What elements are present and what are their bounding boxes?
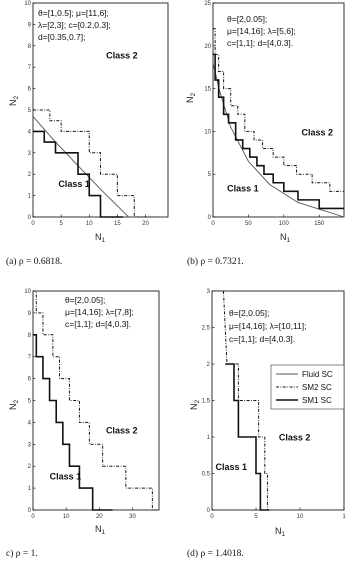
annotation-line-2: μ=[14,16]; λ=[10,11]; [229, 321, 307, 331]
y-tick-label: 10 [24, 1, 31, 7]
x-tick-label: 0 [211, 221, 215, 227]
y-tick-label: 0 [206, 508, 210, 514]
annotation-line-2: μ=[14,16]; λ=[5,6]; [227, 26, 296, 36]
region-label-class2: Class 2 [301, 127, 334, 138]
x-tick-label: 1 [342, 514, 346, 520]
panel-caption: (a) ρ = 0.6818. [6, 257, 63, 267]
x-tick-label: 5 [59, 221, 63, 227]
region-label-class2: Class 2 [106, 50, 138, 61]
y-tick-label: 10 [204, 129, 211, 136]
x-tick-label: 10 [85, 221, 93, 227]
annotation-line-1: θ=[1,0.5]; μ=[11,6]; [38, 8, 109, 18]
y-tick-label: 2 [206, 362, 210, 368]
y-tick-label: 2 [27, 464, 31, 471]
legend-label-fluid: Fluid SC [302, 370, 333, 379]
y-tick-label: 20 [204, 43, 211, 50]
x-axis-label: $N_1$ [95, 232, 106, 244]
y-tick-label: 2 [27, 172, 31, 179]
y-tick-label: 1.5 [201, 398, 210, 405]
annotation-line-2: μ=[14,16]; λ=[7,8]; [65, 307, 134, 317]
x-axis-label: $N_1$ [280, 232, 291, 244]
region-label-class1: Class 1 [215, 461, 248, 472]
y-tick-label: 3 [27, 150, 31, 157]
legend-label-sm1: SM1 SC [302, 396, 332, 405]
annotation-line-3: c=[1,1]; d=[4,0.3]. [65, 319, 132, 329]
panel-caption: (d) ρ = 1.4018. [187, 549, 244, 559]
y-tick-label: 8 [27, 332, 31, 339]
panel-b [185, 1, 344, 267]
y-tick-label: 6 [27, 86, 31, 93]
legend [271, 365, 344, 409]
x-tick-label: 150 [314, 221, 325, 227]
y-tick-label: 5 [207, 172, 211, 179]
y-tick-label: 10 [24, 289, 31, 295]
y-tick-label: 0.5 [201, 471, 210, 478]
y-tick-label: 15 [204, 86, 211, 93]
panel-caption: (b) ρ = 0.7321. [187, 257, 244, 267]
y-tick-label: 5 [27, 108, 31, 114]
annotation-line-1: θ=[2,0.05]; [227, 14, 268, 24]
annotation-line-1: θ=[2,0.05]; [65, 295, 106, 305]
y-tick-label: 2.5 [201, 325, 210, 332]
panel-d [187, 289, 346, 559]
series-sm2-line [33, 110, 151, 217]
region-label-class2: Class 2 [278, 432, 311, 443]
x-tick-label: 20 [95, 514, 103, 520]
region-label-class1: Class 1 [227, 183, 259, 194]
y-tick-label: 1 [27, 193, 31, 200]
y-tick-label: 1 [206, 435, 210, 441]
y-tick-label: 1 [27, 486, 31, 493]
y-axis-label: $N_2$ [189, 399, 201, 410]
x-tick-label: 100 [278, 221, 289, 227]
y-tick-label: 3 [206, 289, 210, 295]
x-tick-label: 0 [31, 514, 35, 520]
y-tick-label: 7 [27, 65, 31, 72]
y-axis-label: $N_2$ [8, 399, 20, 410]
region-label-class2: Class 2 [105, 425, 138, 436]
x-tick-label: 5 [254, 514, 258, 520]
region-label-class1: Class 1 [49, 471, 82, 482]
y-axis-label: $N_2$ [8, 95, 20, 106]
series-sm2-line [213, 29, 344, 192]
y-tick-label: 4 [27, 420, 31, 427]
series-sm1-line [33, 335, 113, 510]
y-tick-label: 0 [27, 215, 31, 221]
panel-c [6, 289, 159, 559]
y-tick-label: 0 [27, 508, 31, 514]
x-tick-label: 10 [296, 514, 304, 520]
x-axis-label: $N_1$ [275, 526, 286, 538]
y-tick-label: 5 [27, 398, 31, 405]
y-axis-label: $N_2$ [185, 92, 197, 103]
legend-label-sm2: SM2 SC [302, 383, 332, 392]
y-tick-label: 9 [27, 310, 31, 317]
annotation-line-2: λ=[2,3]; c=[0.2,0.3]; [38, 20, 111, 30]
x-tick-label: 50 [245, 221, 252, 227]
annotation-line-3: d=[0.35,0.7]; [38, 32, 86, 42]
region-label-class1: Class 1 [58, 179, 90, 190]
y-tick-label: 9 [27, 22, 31, 29]
y-tick-label: 6 [27, 376, 31, 383]
panel-caption: c) ρ = 1. [6, 549, 38, 559]
y-tick-label: 3 [27, 442, 31, 449]
y-tick-label: 8 [27, 43, 31, 50]
annotation-line-3: c=[1,1]; d=[4,0.3]. [229, 334, 296, 344]
x-tick-label: 10 [62, 514, 70, 520]
y-tick-label: 0 [207, 215, 211, 221]
annotation-line-1: θ=[2,0.05]; [229, 308, 270, 318]
x-tick-label: 15 [114, 221, 121, 227]
x-tick-label: 30 [129, 514, 136, 520]
annotation-line-3: c=[1,1]; d=[4,0.3]. [227, 38, 294, 48]
series-fluid-line [213, 63, 344, 217]
y-tick-label: 25 [204, 1, 211, 7]
panel-a [6, 1, 168, 267]
x-axis-label: $N_1$ [95, 524, 106, 536]
y-tick-label: 4 [27, 129, 31, 136]
x-tick-label: 20 [142, 221, 149, 227]
y-tick-label: 7 [27, 354, 31, 361]
x-tick-label: 0 [210, 514, 214, 520]
x-tick-label: 0 [31, 221, 35, 227]
